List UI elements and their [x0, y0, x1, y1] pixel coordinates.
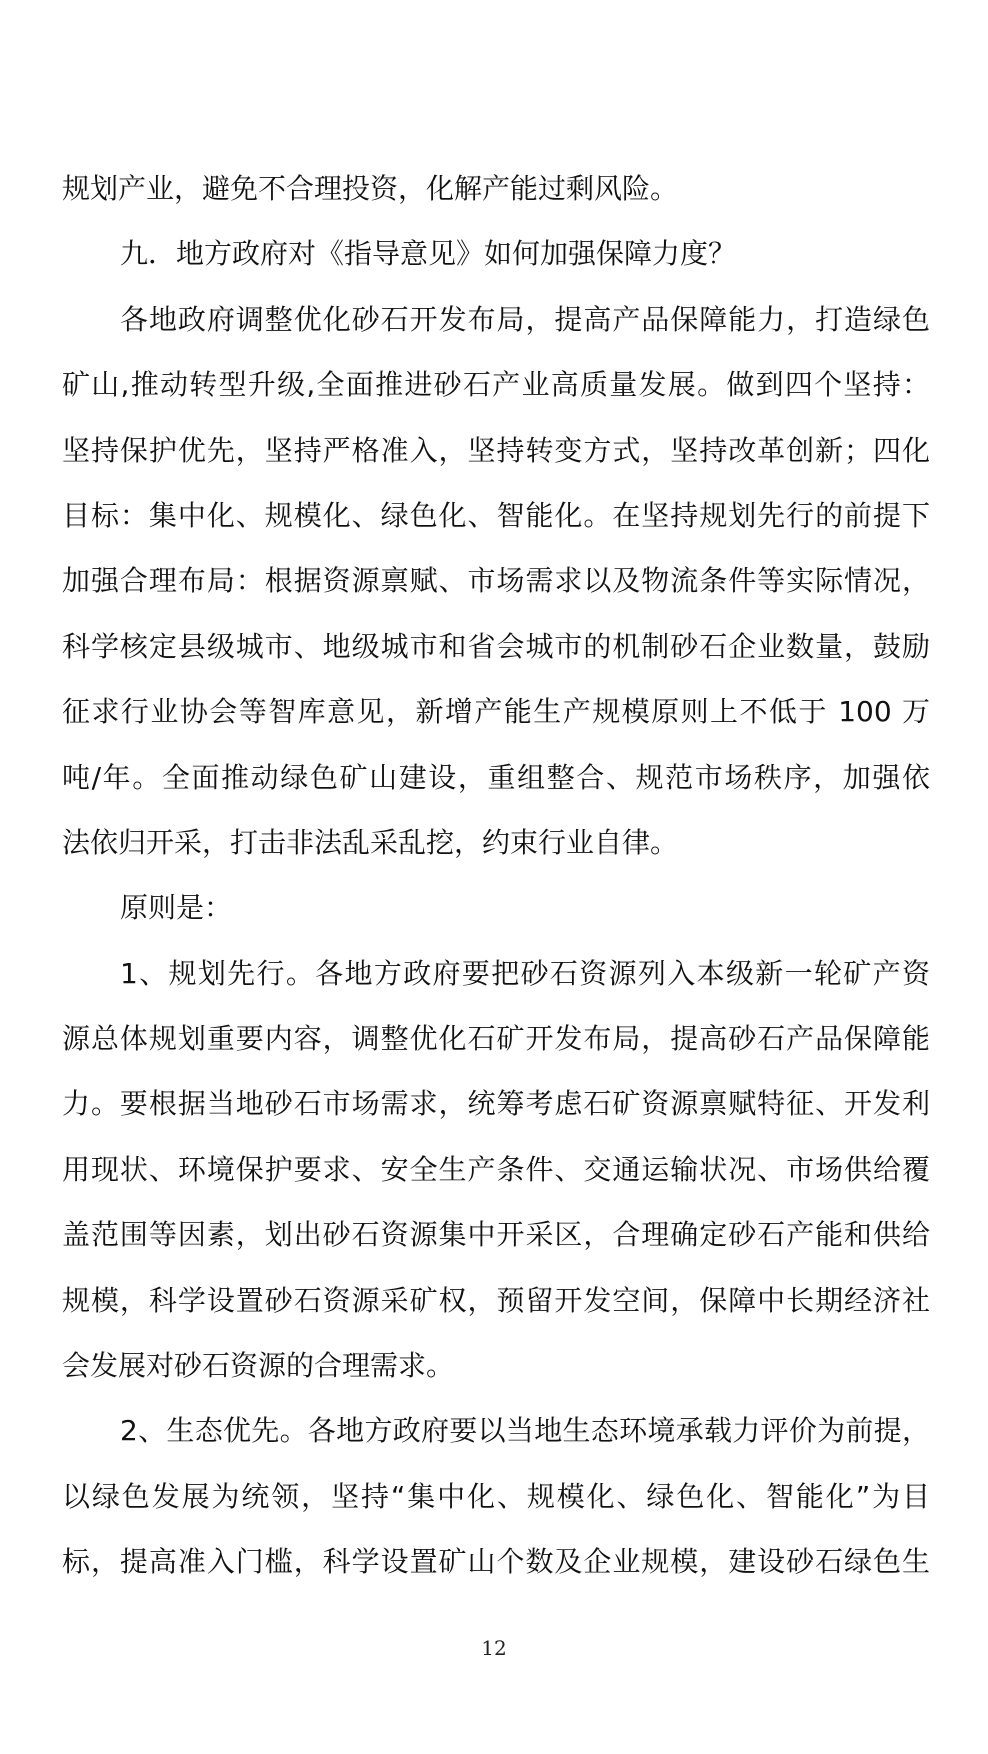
- text-line: 用现状、环境保护要求、安全生产条件、交通运输状况、市场供给覆: [62, 1152, 930, 1186]
- text-line: 会发展对砂石资源的合理需求。: [62, 1349, 455, 1383]
- text-line: 源总体规划重要内容，调整优化石矿开发布局，提高砂石产品保障能: [62, 1022, 930, 1056]
- text-line: 坚持保护优先，坚持严格准入，坚持转变方式，坚持改革创新；四化: [62, 433, 930, 467]
- section-heading: 九．地方政府对《指导意见》如何加强保障力度？: [120, 237, 737, 271]
- text-line: 规划产业，避免不合理投资，化解产能过剩风险。: [62, 172, 679, 205]
- document-body: [62, 156, 930, 1595]
- text-line: 规模，科学设置砂石资源采矿权，预留开发空间，保障中长期经济社: [62, 1283, 930, 1317]
- text-line: 以绿色发展为统领，坚持“集中化、规模化、绿色化、智能化”为目: [62, 1479, 930, 1513]
- text-line: 法依归开采，打击非法乱采乱挖，约束行业自律。: [62, 825, 679, 859]
- text-line: 矿山,推动转型升级,全面推进砂石产业高质量发展。做到四个坚持：: [62, 368, 930, 402]
- text-line: 征求行业协会等智库意见，新增产能生产规模原则上不低于 100 万: [62, 695, 930, 729]
- page-number: 12: [481, 1636, 507, 1660]
- text-line: 吨/年。全面推动绿色矿山建设，重组整合、规范市场秩序，加强依: [62, 760, 930, 794]
- text-line: 目标：集中化、规模化、绿色化、智能化。在坚持规划先行的前提下: [62, 498, 930, 532]
- text-line: 各地政府调整优化砂石开发布局，提高产品保障能力，打造绿色: [120, 302, 930, 336]
- text-line: 2、生态优先。各地方政府要以当地生态环境承载力评价为前提，: [120, 1414, 930, 1448]
- text-line: 原则是：: [120, 891, 233, 925]
- text-line: 标，提高准入门槛，科学设置矿山个数及企业规模，建设砂石绿色生: [62, 1545, 930, 1579]
- text-line: 加强合理布局：根据资源禀赋、市场需求以及物流条件等实际情况，: [62, 564, 930, 598]
- text-line: 盖范围等因素，划出砂石资源集中开采区，合理确定砂石产能和供给: [62, 1218, 930, 1252]
- text-line: 1、规划先行。各地方政府要把砂石资源列入本级新一轮矿产资: [120, 956, 930, 990]
- text-line: 力。要根据当地砂石市场需求，统筹考虑石矿资源禀赋特征、开发利: [62, 1087, 930, 1121]
- text-line: 科学核定县级城市、地级城市和省会城市的机制砂石企业数量，鼓励: [62, 629, 930, 663]
